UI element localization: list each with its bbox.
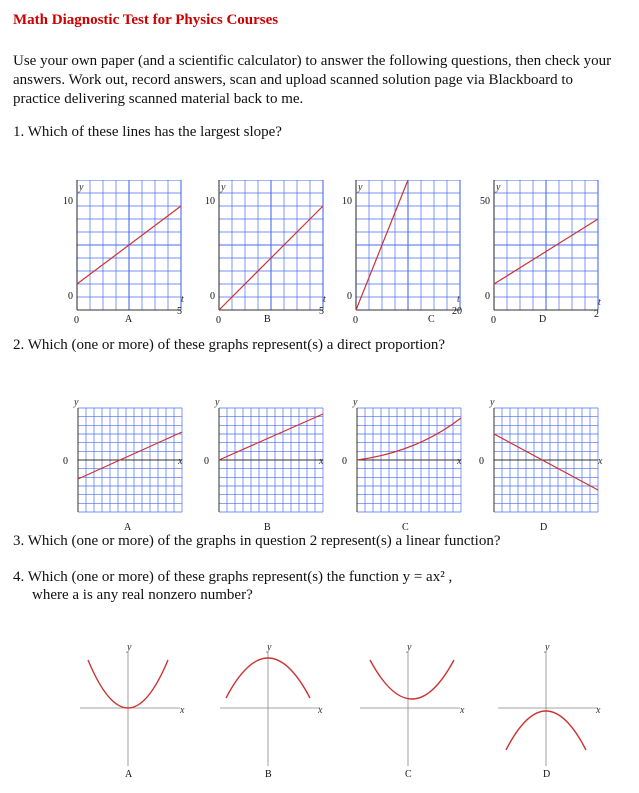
page-title: Math Diagnostic Test for Physics Courses [13,12,279,28]
q2-curve-b [219,414,323,460]
question-4-line-1: 4. Which (one or more) of these graphs represent(s) the function y = ax² , [13,569,453,585]
instructions [13,52,639,109]
q2-b-origin: 0 [204,456,209,467]
q1-graph-a [63,180,184,326]
q4-b-y-var: y [267,642,272,653]
q4-c-y-var: y [407,642,412,653]
q4-c-x-var: x [460,705,465,716]
q1-c-ymax: 10 [342,196,352,207]
question-1: 1. Which of these lines has the largest slope? [13,124,282,140]
q1-d-ymax: 50 [480,196,490,207]
q2-graph-a [63,397,183,533]
q1-b-t-var: t [323,294,326,305]
q1-grid-c [356,180,460,310]
q4-curve-c [370,660,454,699]
q2-figure [0,393,639,533]
q1-d-t-var: t [598,297,601,308]
q1-d-ymin: 0 [485,291,490,302]
q2-a-label: A [124,522,132,533]
q1-grid-d [494,180,598,310]
instructions-line-2: answers. Work out, record answers, scan and upload scanned solution page via Blackboard to [13,72,574,88]
q2-b-x-var: x [319,456,324,467]
q2-a-origin: 0 [63,456,68,467]
q1-b-label: B [264,314,271,325]
instructions-line-3: practice delivering scanned material back to me. [13,91,304,107]
q1-b-xmax: 5 [319,306,324,317]
q1-d-xmax: 2 [594,309,599,320]
q4-graph-b [220,642,323,780]
q1-d-label: D [539,314,547,325]
q2-c-x-var: x [457,456,462,467]
q4-b-x-var: x [318,705,323,716]
q1-a-ymin: 0 [68,291,73,302]
q2-curve-a [78,432,182,479]
q1-c-y-var: y [358,182,363,193]
q1-b-ymin: 0 [210,291,215,302]
question-4-line-2: where a is any real nonzero number? [32,587,253,603]
q4-graph-d [498,642,601,780]
q2-a-x-var: x [178,456,183,467]
q1-c-t-var: t [457,294,460,305]
q1-graph-d [480,180,601,326]
q1-graph-b [205,180,326,326]
q1-c-xmin: 0 [353,315,358,326]
q4-a-label: A [125,769,133,780]
q2-grid-b [219,408,323,512]
q1-a-xmax: 5 [177,306,182,317]
q4-d-x-var: x [596,705,601,716]
q1-a-y-var: y [79,182,84,193]
q1-c-xmax: 20 [452,306,462,317]
q4-c-label: C [405,769,412,780]
q2-grid-c [357,408,461,512]
q1-c-label: C [428,314,435,325]
q2-grid-d [494,408,598,512]
q2-d-y-var: y [490,397,495,408]
q2-graph-b [204,397,324,533]
q1-a-label: A [125,314,133,325]
q2-d-label: D [540,522,548,533]
q4-figure [0,638,639,788]
q1-d-xmin: 0 [491,315,496,326]
q1-b-ymax: 10 [205,196,215,207]
q4-a-x-var: x [180,705,185,716]
q2-grid-a [78,408,182,512]
q4-d-y-var: y [545,642,550,653]
q1-d-y-var: y [496,182,501,193]
q1-grid-b [219,180,323,310]
q1-figure [0,180,639,330]
q1-c-ymin: 0 [347,291,352,302]
q4-graph-a [80,642,185,780]
q2-c-label: C [402,522,409,533]
q2-c-y-var: y [353,397,358,408]
q4-graph-c [360,642,465,780]
q2-graph-c [342,397,462,533]
q4-b-label: B [265,769,272,780]
q2-b-y-var: y [215,397,220,408]
q1-graph-c [342,180,462,326]
q1-a-xmin: 0 [74,315,79,326]
question-2: 2. Which (one or more) of these graphs represent(s) a direct proportion? [13,337,446,353]
q4-a-y-var: y [127,642,132,653]
q2-b-label: B [264,522,271,533]
question-4 [13,568,452,604]
q2-d-x-var: x [598,456,603,467]
instructions-line-1: Use your own paper (and a scientific calculator) to answer the following questions, then check your [13,53,612,69]
q1-b-y-var: y [221,182,226,193]
q2-graph-d [479,397,603,533]
q1-a-ymax: 10 [63,196,73,207]
q2-d-origin: 0 [479,456,484,467]
question-3: 3. Which (one or more) of the graphs in question 2 represent(s) a linear function? [13,533,501,549]
q1-b-xmin: 0 [216,315,221,326]
q2-a-y-var: y [74,397,79,408]
q2-c-origin: 0 [342,456,347,467]
q1-a-t-var: t [181,294,184,305]
q2-curve-c [357,418,461,460]
q4-d-label: D [543,769,551,780]
